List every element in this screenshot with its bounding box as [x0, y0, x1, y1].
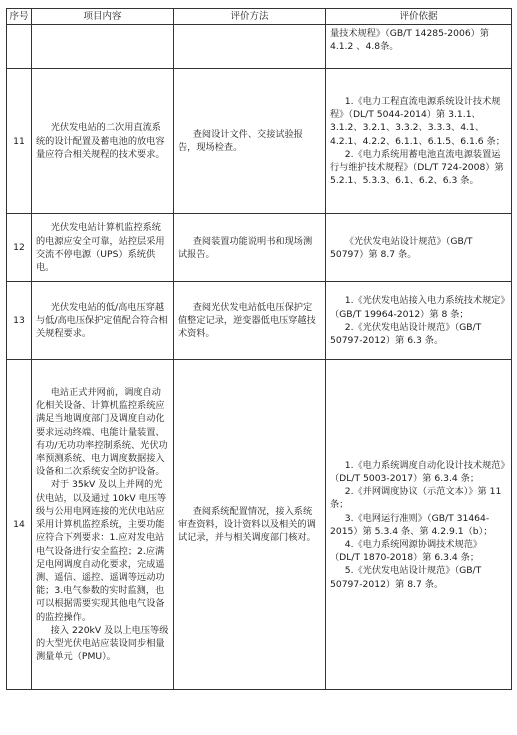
row-number: 11: [7, 69, 32, 214]
item-paragraph: 光伏发电站计算机监控系统的电源应安全可靠，站控层采用交流不停电源（UPS）系统供电。: [36, 222, 165, 273]
item-content-cell: [32, 360, 174, 690]
evaluation-basis-cell: [326, 360, 512, 690]
evaluation-basis-cell: [326, 282, 512, 360]
basis-reference: 5.《光伏发电站设计规范》（GB/T 50797-2012）第 8.7 条。: [330, 565, 482, 590]
evaluation-table: [6, 8, 512, 690]
evaluation-basis-cell: [326, 25, 512, 69]
basis-reference: 1.《光伏发电站接入电力系统技术规定》（GB/T 19964-2012）第 8 条；: [330, 295, 506, 320]
basis-reference: 3.《电网运行准则》（GB/T 31464-2015）第 5.3.4 条、第 4.2.9.1（b）；: [330, 512, 493, 537]
item-paragraph: 光伏发电站的低/高电压穿越与低/高电压保护定值配合符合相关规程要求。: [36, 301, 168, 340]
row-number: [7, 25, 32, 69]
basis-reference: 4.《电力系统网源协调技术规范》（DL/T 1870-2018）第 6.3.4 条；: [330, 538, 483, 564]
method-text: 查阅装置功能说明书和现场测试报告。: [178, 235, 313, 260]
basis-reference: 1.《电力系统调度自动化设计技术规范》（DL/T 5003-2017）第 6.3.4 条；: [330, 459, 506, 484]
basis-reference: 2.《并网调度协议（示范文本）》第 11 条；: [330, 486, 502, 511]
evaluation-method-cell: [174, 282, 326, 360]
evaluation-method-cell: [174, 360, 326, 690]
evaluation-basis-cell: [326, 214, 512, 282]
basis-reference: 1.《电力工程直流电源系统设计技术规程》（DL/T 5044-2014）第 3.1.1、3.1.2、3.2.1、3.3.2、3.3.3、4.1、4.2.1、4.2.2、6.1.1、6.1.5、6.1.6 条；: [330, 95, 505, 147]
header-method: 评价方法: [174, 9, 326, 25]
item-paragraph: 对于 35kV 及以上并网的光伏电站，以及通过 10kV 电压等级与公用电网连接的光伏电站应采用计算机监控系统，主要功能应符合下列要求：1.应对发电站电气设备进行安全监控；2.应满足电网调度自动化要求，完成遥测、遥信、遥控、遥调等远动功能；3.电气参数的实时监测，也可以根据需要实现其他电气设备的监控操作。: [36, 479, 167, 623]
evaluation-method-cell: [174, 214, 326, 282]
item-content-cell: [32, 282, 174, 360]
evaluation-method-cell: [174, 69, 326, 214]
evaluation-basis-cell: [326, 69, 512, 214]
row-number: 14: [7, 360, 32, 690]
basis-reference: 《光伏发电站设计规范》（GB/T 50797）第 8.7 条。: [330, 235, 473, 260]
row-number: 13: [7, 282, 32, 360]
row-number: 12: [7, 214, 32, 282]
item-paragraph: 电站正式并网前，调度自动化相关设备、计算机监控系统应满足当地调度部门及调度自动化要求远动终端、电能计量装置、有功/无功功率控制系统、光伏功率预测系统、电力调度数据接入设备和二次系统安全防护设备。: [36, 387, 168, 478]
item-content-cell: [32, 25, 174, 69]
table-row: [7, 25, 512, 69]
basis-reference: 量技术规程》（GB/T 14285-2006）第 4.1.2 、4.8条。: [330, 28, 490, 53]
basis-reference: 2.《光伏发电站设计规范》（GB/T 50797-2012）第 6.3 条。: [330, 321, 482, 346]
method-text: 查阅光伏发电站低电压保护定值整定记录，逆变器低电压穿越技术资料。: [178, 301, 316, 340]
header-no: 序号: [7, 9, 32, 25]
header-item: 项目内容: [32, 9, 174, 25]
item-paragraph: 接入 220kV 及以上电压等级的大型光伏电站应装设同步相量测量单元（PMU）。: [36, 624, 169, 663]
table-row: [7, 282, 512, 360]
method-text: 查阅设计文件、交接试验报告，现场检查。: [178, 129, 303, 154]
item-paragraph: 光伏发电站的二次用直流系统的设计配置及蓄电池的放电容量应符合相关规程的技术要求。: [36, 122, 165, 160]
item-content-cell: [32, 69, 174, 214]
evaluation-method-cell: [174, 25, 326, 69]
method-text: 查阅系统配置情况，接入系统审查资料，设计资料以及相关的调试记录，并与相关调度部门核对。: [178, 505, 316, 544]
table-row: [7, 69, 512, 214]
header-basis: 评价依据: [326, 9, 512, 25]
table-header-row: [7, 9, 512, 25]
item-content-cell: [32, 214, 174, 282]
table-row: [7, 214, 512, 282]
basis-reference: 2.《电力系统用蓄电池直流电源装置运行与维护技术规程》（DL/T 724-2008）第 5.2.1、5.3.3、6.1、6.2、6.3 条。: [330, 148, 504, 187]
table-row: [7, 360, 512, 690]
